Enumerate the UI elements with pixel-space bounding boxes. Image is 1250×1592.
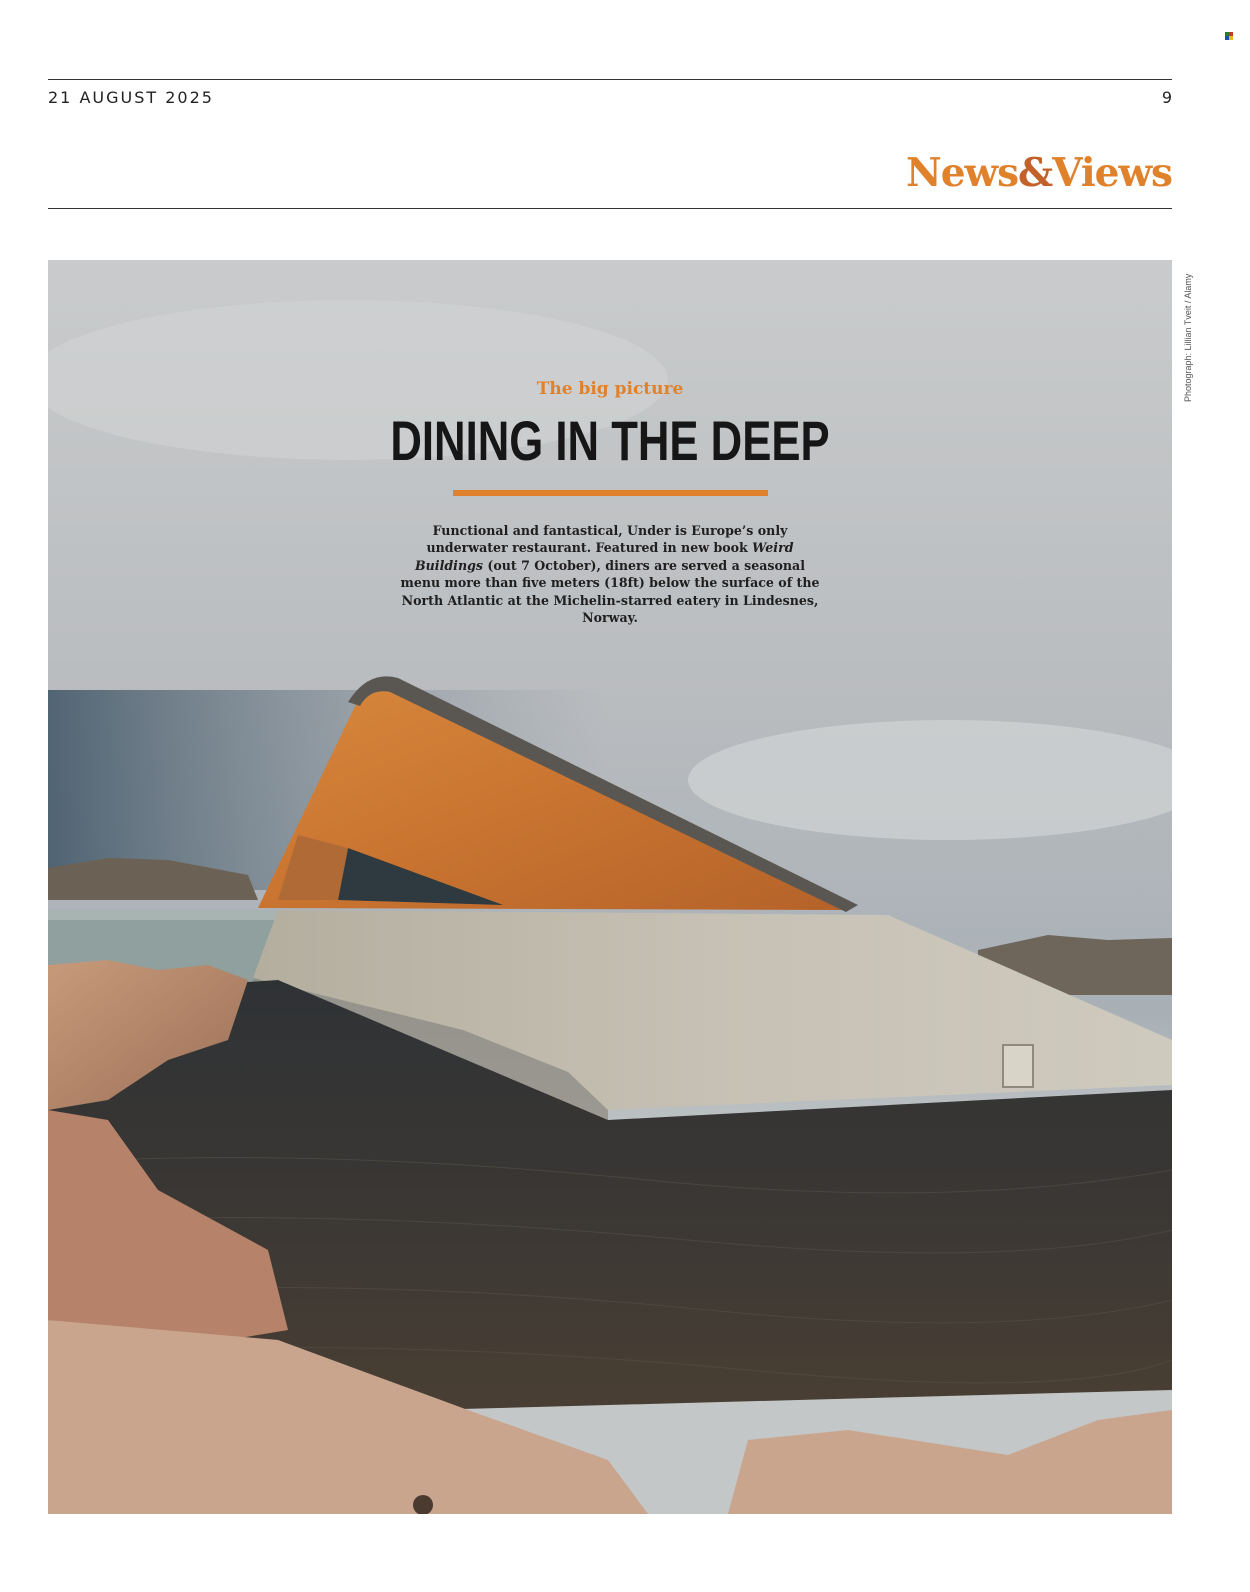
section-rule [48, 208, 1172, 209]
section-title-ampersand: & [1018, 150, 1053, 196]
kicker: The big picture [536, 379, 684, 399]
headline: DINING IN THE DEEP [390, 409, 830, 472]
feature-photo [48, 260, 1172, 1514]
section-title [906, 150, 1172, 196]
photo-credit: Photograph: Lillian Tveit / Alamy [1183, 273, 1193, 402]
section-title-part2: Views [1052, 150, 1172, 196]
page-number: 9 [1161, 88, 1172, 107]
top-rule [48, 79, 1172, 80]
standfirst-text-2: (out 7 October), diners are served a seasonal menu more than five meters (18ft) below the surface of the North Atlantic at the Michelin-starred eatery in Lindesnes, Norway. [400, 557, 820, 626]
standfirst [398, 522, 822, 626]
standfirst-text-1: Functional and fantastical, Under is Europe’s only underwater restaurant. Featured in new book [426, 523, 788, 556]
book-title: Weird Buildings [414, 540, 794, 573]
registration-mark [1225, 32, 1233, 40]
section-title-part1: News [906, 150, 1019, 196]
headline-underline [453, 490, 768, 496]
issue-date: 21 AUGUST 2025 [48, 88, 214, 107]
